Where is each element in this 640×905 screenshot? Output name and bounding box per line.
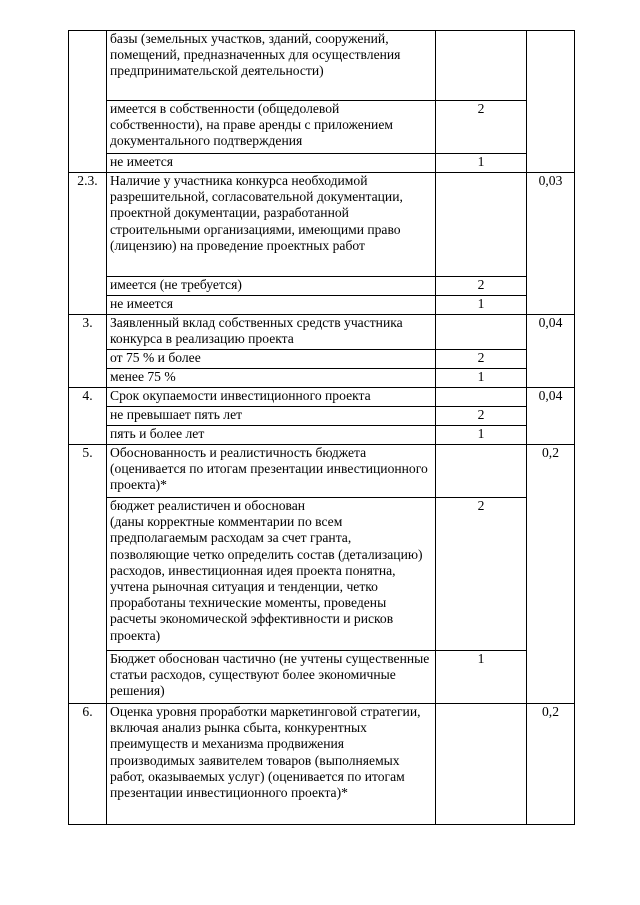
criterion-number: 3. <box>69 315 107 388</box>
table-row <box>69 426 575 445</box>
score-cell: 2 <box>436 407 527 426</box>
criterion-number: 6. <box>69 704 107 825</box>
table-row <box>69 498 575 651</box>
option-text: менее 75 % <box>107 369 436 388</box>
weight-cell: 0,04 <box>527 315 575 388</box>
weight-cell <box>527 31 575 173</box>
table-row <box>69 173 575 277</box>
criterion-number: 2.3. <box>69 173 107 315</box>
score-cell: 1 <box>436 154 527 173</box>
option-text: бюджет реалистичен и обоснован (даны корректные комментарии по всем предполагаемым расходам за счет гранта, позволяющие четко определить состав (детализацию) расходов, инвестиционная идея проекта понятна, учтена рыночная ситуация и тенденции, четко проработаны технические моменты, проведены расчеты экономической эффективности и рисков проекта) <box>107 498 436 651</box>
score-cell: 2 <box>436 277 527 296</box>
table-row <box>69 315 575 350</box>
option-text: от 75 % и более <box>107 350 436 369</box>
criterion-text: Заявленный вклад собственных средств участника конкурса в реализацию проекта <box>107 315 436 350</box>
table-row <box>69 651 575 704</box>
score-cell: 1 <box>436 296 527 315</box>
table-row <box>69 350 575 369</box>
criterion-number: 4. <box>69 388 107 445</box>
option-text: не имеется <box>107 296 436 315</box>
score-cell: 1 <box>436 369 527 388</box>
option-text: не имеется <box>107 154 436 173</box>
criteria-table <box>68 30 575 825</box>
score-cell <box>436 315 527 350</box>
weight-cell: 0,03 <box>527 173 575 315</box>
table-row <box>69 704 575 825</box>
score-cell: 1 <box>436 651 527 704</box>
table-row <box>69 277 575 296</box>
score-cell: 2 <box>436 101 527 154</box>
table-row <box>69 296 575 315</box>
table-row <box>69 388 575 407</box>
weight-cell: 0,04 <box>527 388 575 445</box>
option-text: пять и более лет <box>107 426 436 445</box>
table-row <box>69 101 575 154</box>
score-cell <box>436 445 527 498</box>
weight-cell: 0,2 <box>527 445 575 704</box>
option-text: не превышает пять лет <box>107 407 436 426</box>
score-cell <box>436 388 527 407</box>
option-text: Бюджет обоснован частично (не учтены существенные статьи расходов, существуют более экономичные решения) <box>107 651 436 704</box>
criterion-text: Наличие у участника конкурса необходимой разрешительной, согласовательной документации, проектной документации, разработанной строительными организациями, имеющими право (лицензию) на проведение проектных работ <box>107 173 436 277</box>
weight-cell: 0,2 <box>527 704 575 825</box>
table-row <box>69 369 575 388</box>
option-text: имеется (не требуется) <box>107 277 436 296</box>
score-cell: 2 <box>436 350 527 369</box>
option-text: имеется в собственности (общедолевой собственности), на праве аренды с приложением документального подтверждения <box>107 101 436 154</box>
score-cell <box>436 173 527 277</box>
table-row <box>69 154 575 173</box>
criterion-number <box>69 31 107 173</box>
criterion-text: базы (земельных участков, зданий, сооружений, помещений, предназначенных для осуществления предпринимательской деятельности) <box>107 31 436 101</box>
criterion-text: Оценка уровня проработки маркетинговой стратегии, включая анализ рынка сбыта, конкурентных преимуществ и механизма продвижения производимых заявителем товаров (выполняемых работ, оказываемых услуг) (оценивается по итогам презентации инвестиционного проекта)* <box>107 704 436 825</box>
score-cell <box>436 31 527 101</box>
score-cell <box>436 704 527 825</box>
table-row <box>69 445 575 498</box>
table-row <box>69 407 575 426</box>
criterion-text: Обоснованность и реалистичность бюджета (оценивается по итогам презентации инвестиционного проекта)* <box>107 445 436 498</box>
score-cell: 1 <box>436 426 527 445</box>
table-row <box>69 31 575 101</box>
criterion-number: 5. <box>69 445 107 704</box>
criterion-text: Срок окупаемости инвестиционного проекта <box>107 388 436 407</box>
score-cell: 2 <box>436 498 527 651</box>
